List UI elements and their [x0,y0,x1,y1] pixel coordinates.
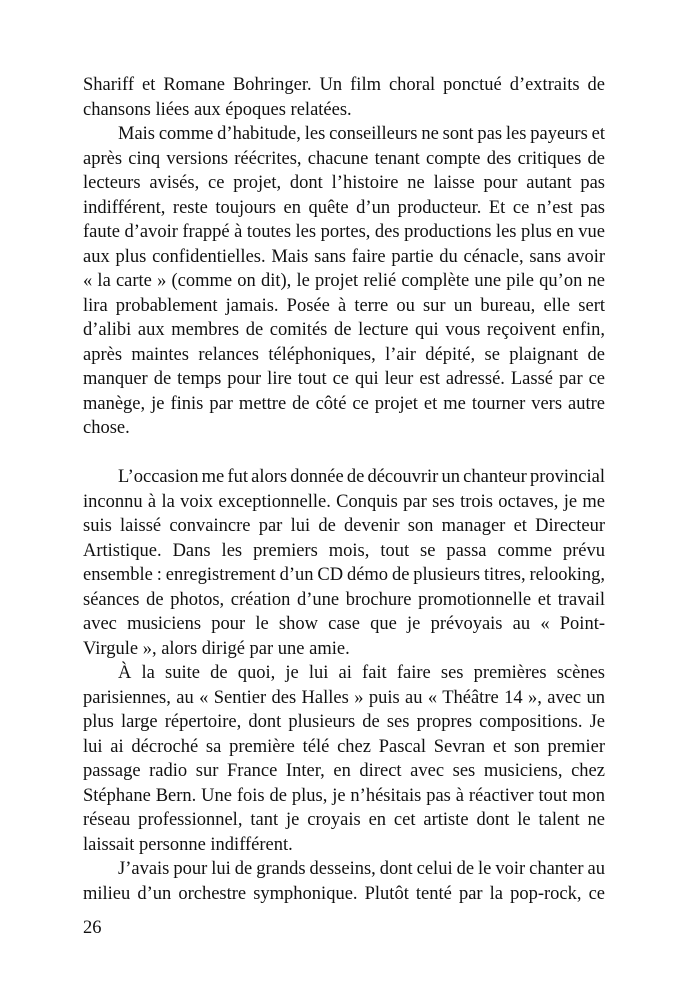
text-line-row [83,759,605,784]
paragraph-gap [83,441,605,466]
text-line: manège, je finis par mettre de côté ce projet et me tourner vers autre [83,393,605,414]
text-line-row [83,563,605,588]
text-line: laissait personne indifférent. [83,834,293,855]
text-line-row [83,220,605,245]
text-line: chose. [83,418,130,438]
text-line: après maintes relances téléphoniques, l’air dépité, se plaignant de [83,344,605,365]
text-line: « la carte » (comme on dit), le projet relié complète une pile qu’on ne [83,271,605,291]
text-line-row [83,514,605,539]
text-line: ensemble : enregistrement d’un CD démo de plusieurs titres, relooking, [83,565,605,585]
text-line: faute d’avoir frappé à toutes les portes, des productions les plus en vue [83,222,605,242]
paragraph [83,122,605,441]
text-line-row [83,710,605,735]
text-line-row [83,318,605,343]
text-line: lira probablement jamais. Posée à terre ou sur un bureau, elle sert [83,295,605,316]
text-line: chansons liées aux époques relatées. [83,99,352,120]
text-line-row [83,98,605,123]
paragraph [83,73,605,122]
text-line: Shariff et Romane Bohringer. Un film choral ponctué d’extraits de [83,75,605,95]
text-line: lecteurs avisés, ce projet, dont l’histoire ne laisse pour autant pas [83,173,605,193]
text-line-row [83,637,605,662]
text-line-row [83,269,605,294]
text-line: d’alibi aux membres de comités de lecture qui vous reçoivent enfin, [83,320,605,340]
text-line: inconnu à la voix exceptionnelle. Conquis par ses trois octaves, je me [83,491,605,512]
page-body [83,73,605,906]
text-line-row [83,196,605,221]
text-line-row [83,612,605,637]
text-line-row [83,490,605,515]
text-line-row [83,539,605,564]
text-line: À la suite de quoi, je lui ai fait faire ses premières scènes [118,663,605,683]
text-line: plus large répertoire, dont plusieurs de ses propres compositions. Je [83,712,605,732]
text-line: séances de photos, création d’une brochure promotionnelle et travail [83,589,605,610]
text-line: Artistique. Dans les premiers mois, tout se passa comme prévu [83,540,605,561]
text-line: L’occasion me fut alors donnée de découvrir un chanteur provincial [118,467,605,487]
text-line-row [83,784,605,809]
text-line-row [83,245,605,270]
text-line: J’avais pour lui de grands desseins, dont celui de le voir chanter au [118,859,605,879]
text-line: parisiennes, au « Sentier des Halles » puis au « Théâtre 14 », avec un [83,687,605,708]
text-line: aux plus confidentielles. Mais sans faire partie du cénacle, sans avoir [83,246,605,267]
text-line-row [83,294,605,319]
text-line-row [83,661,605,686]
text-line-row [83,392,605,417]
text-line-row [83,808,605,833]
text-line-row [83,122,605,147]
text-line: lui ai décroché sa première télé chez Pascal Sevran et son premier [83,736,606,757]
text-line: après cinq versions réécrites, chacune tenant compte des critiques de [83,148,605,169]
text-line: suis laissé convaincre par lui de devenir son manager et Directeur [83,516,606,536]
text-line-row [83,735,605,760]
text-line: Mais comme d’habitude, les conseilleurs ne sont pas les payeurs et [118,124,605,144]
paragraph [83,857,605,906]
text-line-row [83,833,605,858]
text-line: manquer de temps pour lire tout ce qui leur est adressé. Lassé par ce [83,369,606,389]
text-line-row [83,171,605,196]
text-line: réseau professionnel, tant je croyais en cet artiste dont le talent ne [83,810,605,830]
text-line-row [83,367,605,392]
text-line: Stéphane Bern. Une fois de plus, je n’hésitais pas à réactiver tout mon [83,785,605,806]
text-line: avec musiciens pour le show case que je prévoyais au « Point- [83,614,605,634]
text-line-row [83,686,605,711]
text-line-row [83,588,605,613]
text-line-row [83,882,605,907]
paragraph [83,465,605,661]
text-line: milieu d’un orchestre symphonique. Plutôt tenté par la pop-rock, ce [83,883,605,904]
paragraph [83,661,605,857]
text-line: indifférent, reste toujours en quête d’un producteur. Et ce n’est pas [83,197,605,218]
text-line: Virgule », alors dirigé par une amie. [83,638,350,659]
text-line-row [83,416,605,441]
text-line-row [83,343,605,368]
text-line-row [83,465,605,490]
text-line-row [83,857,605,882]
page-number: 26 [83,918,102,938]
text-line-row [83,147,605,172]
text-line: passage radio sur France Inter, en direct avec ses musiciens, chez [83,761,605,781]
text-line-row [83,73,605,98]
